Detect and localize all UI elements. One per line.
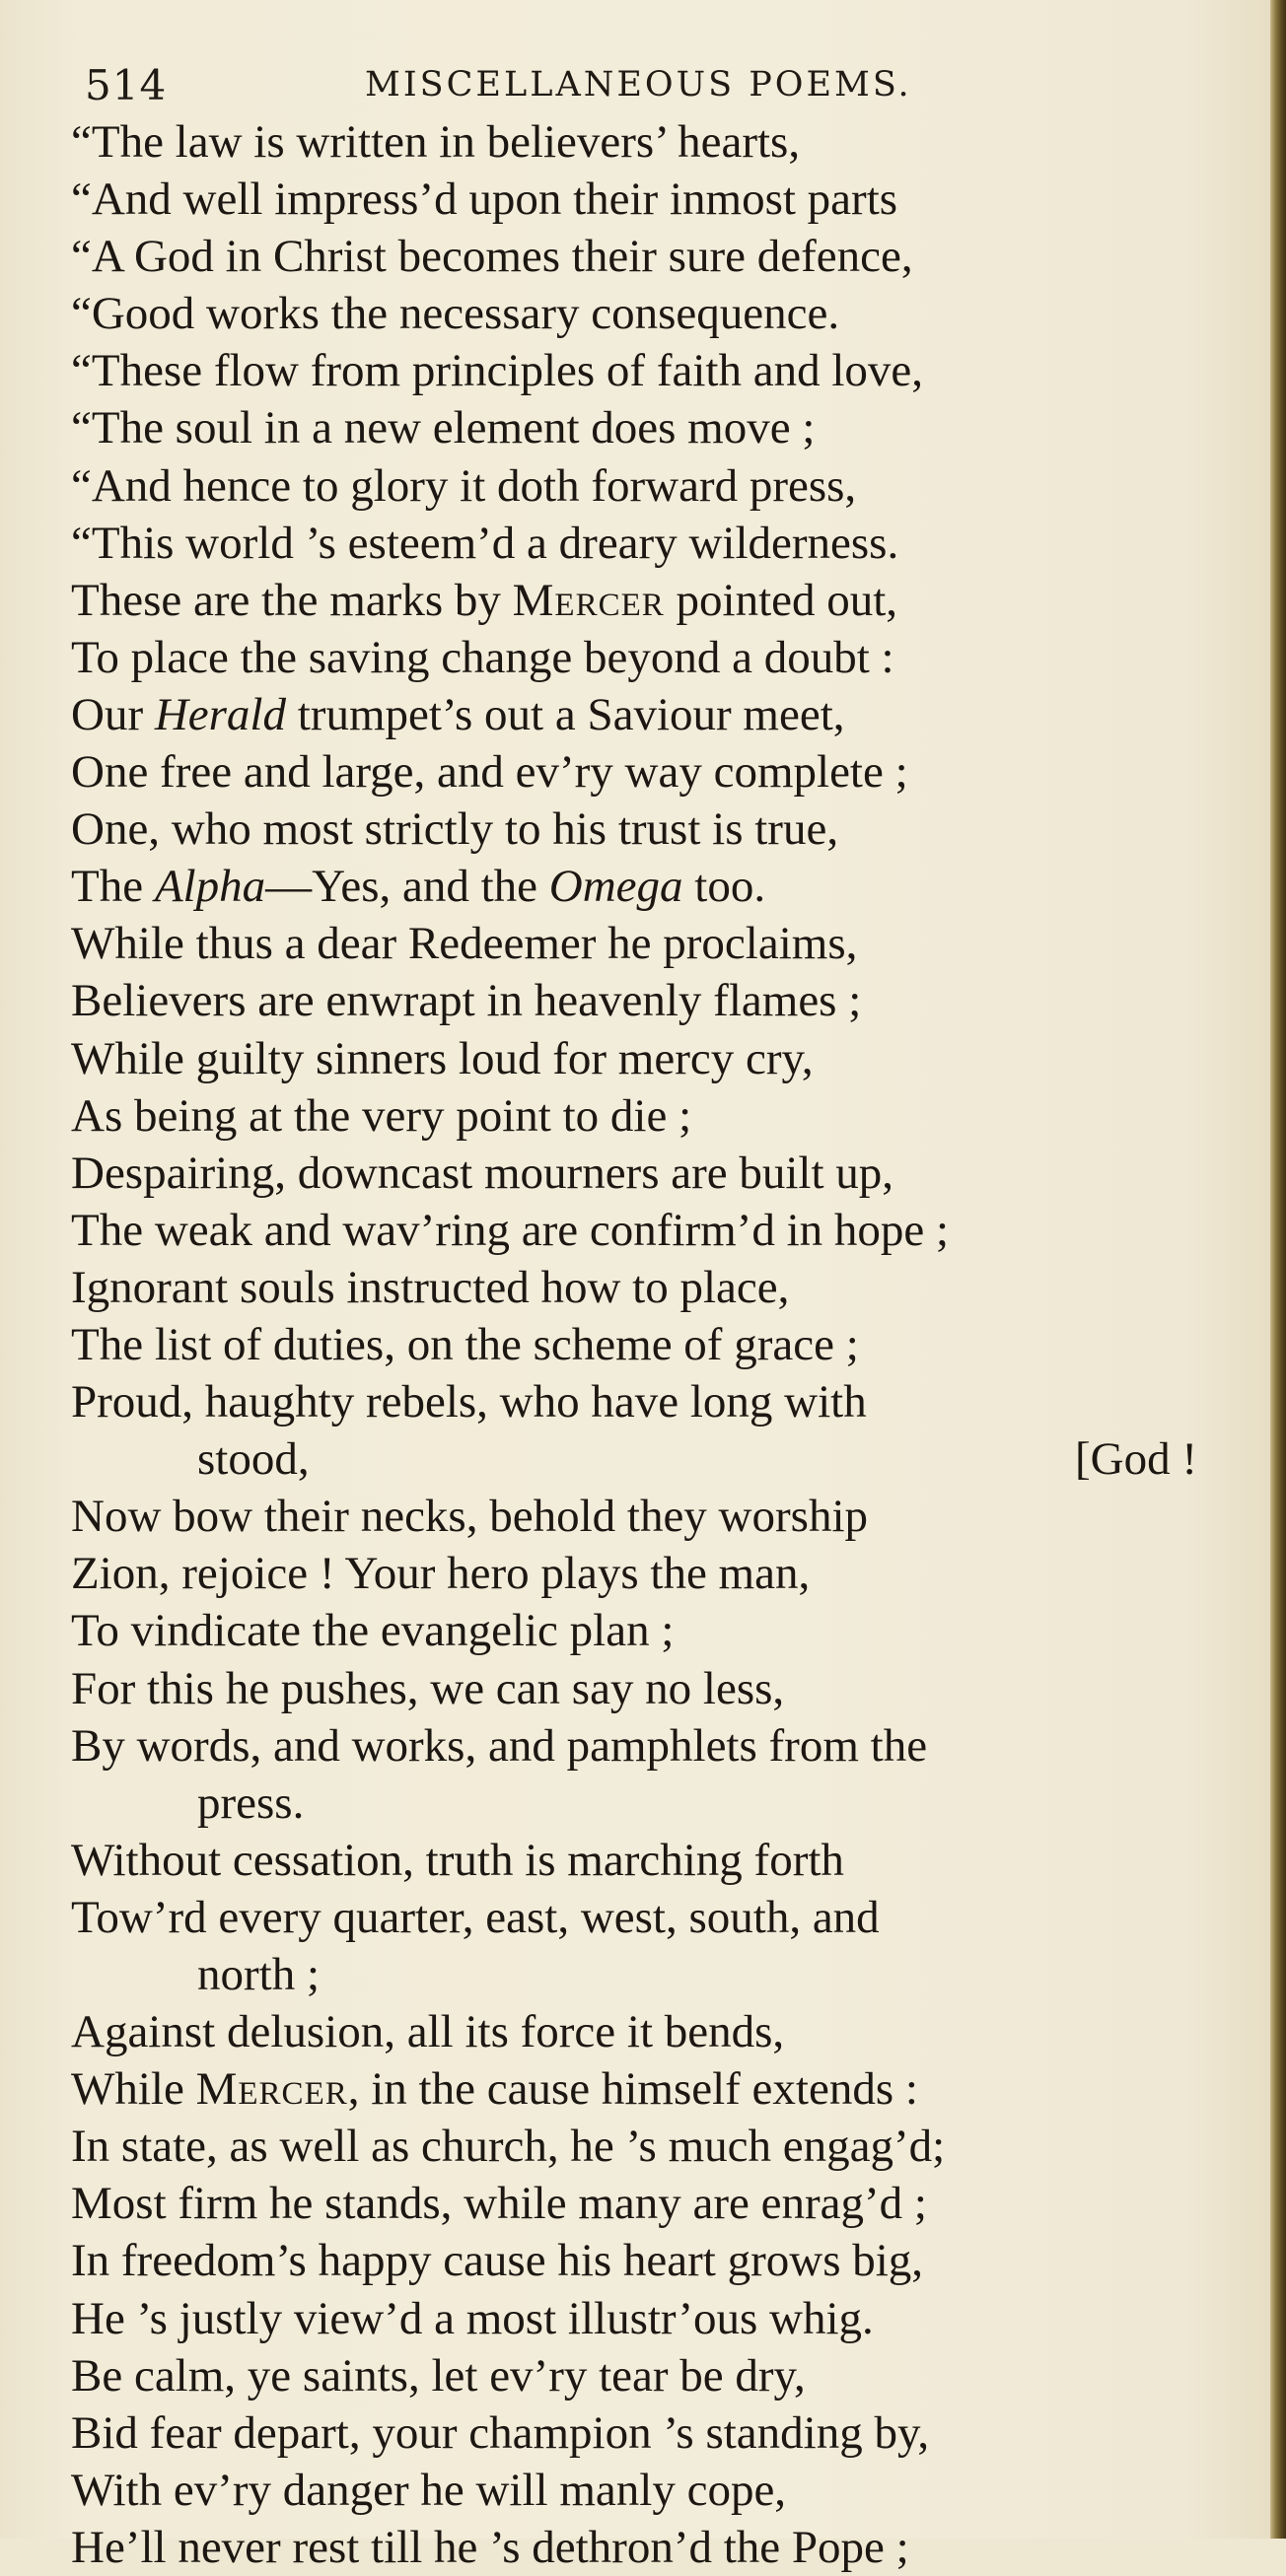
poem-line-text: While guilty sinners loud for mercy cry, [71,1032,814,1084]
poem-line [71,1145,1215,1202]
poem-line-text: By words, and works, and pamphlets from the [71,1719,928,1772]
poem-line [71,1832,1215,1889]
poem-line [71,2003,1215,2060]
poem-line-turnover [71,1946,1215,2003]
page-edge-binding [1270,0,1286,2539]
poem-line [71,1030,1215,1087]
poem-line-text: Despairing, downcast mourners are built up, [71,1147,894,1199]
poem-line [71,457,1215,515]
poem-line [71,2060,1215,2118]
poem-line [71,972,1215,1029]
poem-line [71,2462,1215,2519]
bracketed-turnover: [God ! [1075,1433,1197,1486]
poem-line-text: Zion, rejoice ! Your hero plays the man, [71,1548,811,1600]
poem-line [71,686,1215,743]
poem-line [71,2519,1215,2576]
poem-line [71,1889,1215,1946]
italic-alpha: Alpha [154,861,266,913]
poem-line [71,801,1215,858]
poem-line [71,1259,1215,1316]
poem-line-text: Without cessation, truth is marching forth [71,1834,844,1886]
poem-line-text: press. [197,1776,305,1829]
poem-line-turnover [71,1775,1215,1832]
poem-line [71,399,1215,456]
poem-line [71,2232,1215,2289]
name-mercer: Mercer [512,574,665,626]
poem-line-text: To vindicate the evangelic plan ; [71,1605,675,1657]
poem-line [71,1488,1215,1545]
poem-line-text: In freedom’s happy cause his heart grows big, [71,2235,924,2287]
poem-line-text: In state, as well as church, he ’s much engag’d; [71,2121,946,2173]
poem-line [71,1717,1215,1775]
poem-line [71,171,1215,228]
poem-line-text: While thus a dear Redeemer he proclaims, [71,918,858,970]
poem-line-text: “These flow from principles of faith and love, [71,345,923,397]
poem-line-text: Believers are enwrapt in heavenly flames ; [71,975,862,1027]
poem-line [71,2175,1215,2232]
poem-line-text: To place the saving change beyond a doubt : [71,631,894,683]
poem-line-turnover [71,1430,1215,1488]
poem-line-text: “Good works the necessary consequence. [71,288,840,340]
poem-line [71,915,1215,972]
poem-line [71,1202,1215,1259]
poem-line-text: Now bow their necks, behold they worship [71,1491,868,1543]
poem-line-text: “This world ’s esteem’d a dreary wilderness. [71,517,899,569]
italic-herald: Herald [154,688,286,740]
poem-line-text: “A God in Christ becomes their sure defence, [71,231,913,283]
poem-line [71,2290,1215,2347]
poem-line-text: One free and large, and ev’ry way complete ; [71,746,908,799]
poem-line-text: trumpet’s out a Saviour meet, [286,688,845,740]
poem-line-text: The list of duties, on the scheme of grace ; [71,1318,859,1370]
poem-line [71,342,1215,399]
poem-line [71,1602,1215,1659]
poem-line-text: Bid fear depart, your champion ’s standing by, [71,2406,930,2459]
poem-line [71,1373,1215,1430]
poem-line-text: Against delusion, all its force it bends, [71,2006,785,2058]
poem-line-text: He’ll never rest till he ’s dethron’d the Pope ; [71,2521,909,2573]
poem-line [71,1545,1215,1602]
name-mercer: Mercer [195,2063,348,2116]
poem-line-text: Proud, haughty rebels, who have long with [71,1376,867,1428]
poem-line-text: As being at the very point to die ; [71,1089,692,1142]
poem-line-text: The weak and wav’ring are confirm’d in hope ; [71,1204,950,1256]
poem-line [71,858,1215,915]
poem-line [71,515,1215,572]
poem-line-text: stood, [197,1433,310,1486]
poem-line-text: “The law is written in believers’ hearts, [71,116,801,168]
poem-line [71,113,1215,171]
poem-line-text: pointed out, [664,574,898,626]
page-number: 514 [85,61,168,109]
poem-line-text: too. [682,861,766,913]
poem-line-text: While [71,2063,196,2116]
poem-line-text: With ev’ry danger he will manly cope, [71,2464,787,2516]
poem-line-text: , in the cause himself extends : [347,2063,918,2116]
poem-line [71,1660,1215,1717]
poem-line-text: Ignorant souls instructed how to place, [71,1261,790,1313]
poem-line-text: Our [71,688,155,740]
poem-line [71,743,1215,801]
poem-line-text: These are the marks by [71,574,513,626]
poem-line [71,1087,1215,1145]
poem-line [71,629,1215,686]
poem-line-text: He ’s justly view’d a most illustr’ous whig. [71,2292,874,2344]
poem-line [71,2347,1215,2404]
poem-line-text: For this he pushes, we can say no less, [71,1662,785,1714]
poem-line [71,572,1215,629]
poem-line-text: “And well impress’d upon their inmost parts [71,174,898,226]
poem-line [71,2404,1215,2462]
poem-line-text: north ; [197,1949,321,2000]
poem-line [71,2118,1215,2175]
poem-line-text: Be calm, ye saints, let ev’ry tear be dry, [71,2349,806,2402]
poem-line [71,1316,1215,1373]
poem-line-text: “The soul in a new element does move ; [71,402,816,454]
poem-line [71,228,1215,285]
poem-line [71,285,1215,342]
running-title: MISCELLANEOUS POEMS. [365,65,912,104]
poem-line-text: “And hence to glory it doth forward press, [71,459,857,512]
poem-text [71,113,1215,2576]
poem-line-text: —Yes, and the [265,861,549,913]
poem-line-text: The [71,861,155,913]
poem-line-text: Tow’rd every quarter, east, west, south, and [71,1891,880,1943]
poem-line-text: Most firm he stands, while many are enrag’d ; [71,2178,927,2230]
poem-line-text: One, who most strictly to his trust is true, [71,803,839,856]
italic-omega: Omega [548,861,683,913]
